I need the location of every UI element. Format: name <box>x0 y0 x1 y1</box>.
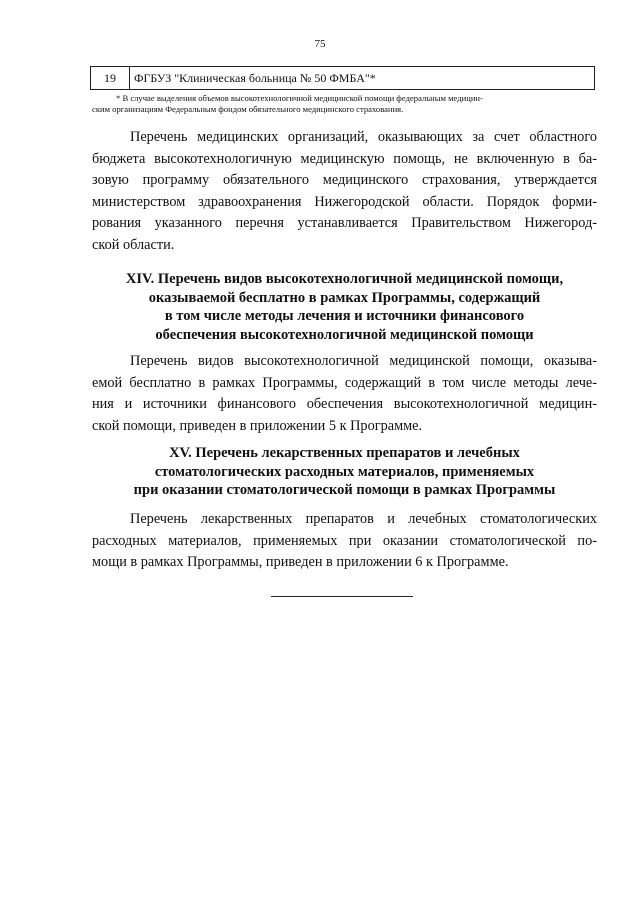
paragraph-line: рования указанного перечня устанавливается Правительством Нижегород- <box>92 215 597 231</box>
heading-line: XIV. Перечень видов высокотехнологичной медицинской помощи, <box>125 271 564 287</box>
row-number-cell: 19 <box>91 67 130 90</box>
paragraph-line: ской помощи, приведен в приложении 5 к Программе. <box>92 417 423 434</box>
paragraph-line: ния и источники финансового обеспечения высокотехнологичной медицин- <box>92 396 597 412</box>
paragraph-line: Перечень медицинских организаций, оказывающих за счет областного <box>130 129 597 145</box>
section-xiv-body <box>92 351 597 437</box>
paragraph-line: ской области. <box>92 236 175 253</box>
section-xiv-heading <box>92 270 597 344</box>
footnote-line: ским организациям Федеральным фондом обязательного медицинского страхования. <box>92 104 404 114</box>
paragraph-line: Перечень лекарственных препаратов и лечебных стоматологических <box>130 511 597 527</box>
paragraph-line: бюджета высокотехнологичную медицинскую помощь, не включенную в ба- <box>92 150 597 167</box>
heading-line: стоматологических расходных материалов, применяемых <box>154 463 535 480</box>
section-xv-body <box>92 509 597 574</box>
paragraph-regional-organizations <box>92 127 597 256</box>
organizations-table <box>90 66 595 90</box>
heading-line: при оказании стоматологической помощи в рамках Программы <box>133 482 556 498</box>
heading-line: XV. Перечень лекарственных препаратов и лечебных <box>169 445 520 461</box>
paragraph-line: зовую программу обязательного медицинского страхования, утверждается <box>92 172 597 188</box>
page-number: 75 <box>314 38 326 50</box>
end-divider <box>271 596 413 597</box>
paragraph-line: министерством здравоохранения Нижегородской области. Порядок форми- <box>92 193 597 210</box>
section-xv-heading <box>92 444 597 500</box>
heading-line: в том числе методы лечения и источники финансового <box>164 308 525 324</box>
paragraph-line: емой бесплатно в рамках Программы, содержащий в том числе методы лече- <box>92 374 597 391</box>
heading-line: обеспечения высокотехнологичной медицинской помощи <box>155 326 534 343</box>
paragraph-line: Перечень видов высокотехнологичной медицинской помощи, оказыва- <box>130 353 597 369</box>
table-row <box>91 67 595 90</box>
footnote-line: * В случае выделения объемов высокотехнологичной медицинской помощи федеральным медицин- <box>116 93 483 103</box>
organization-name-cell: ФГБУЗ "Клиническая больница № 50 ФМБА"* <box>130 67 595 90</box>
heading-line: оказываемой бесплатно в рамках Программы, содержащий <box>148 289 541 306</box>
footnote <box>92 93 595 115</box>
paragraph-line: мощи в рамках Программы, приведен в приложении 6 к Программе. <box>92 554 509 570</box>
paragraph-line: расходных материалов, применяемых при оказании стоматологической по- <box>92 532 597 549</box>
